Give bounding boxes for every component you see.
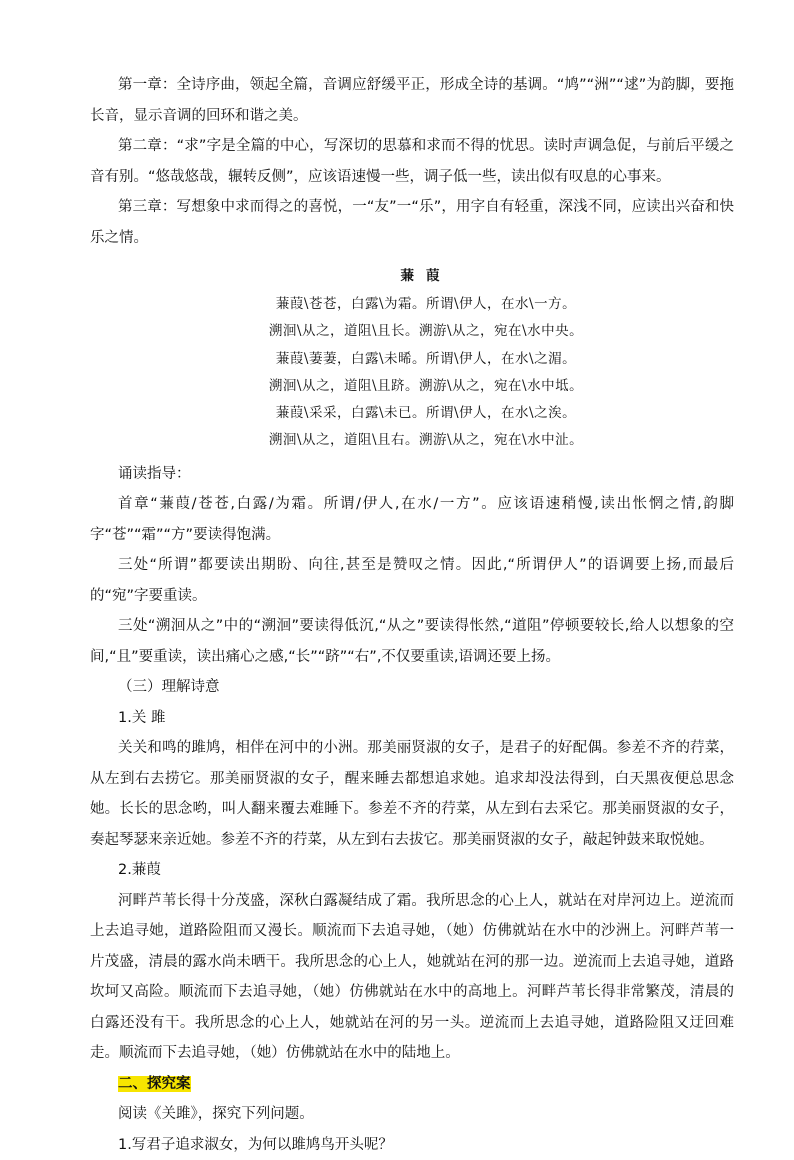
- section-heading-explore: [118, 1069, 734, 1100]
- poem-line: 蒹葭\苍苍，白露\为霜。所谓\伊人，在水\一方。: [275, 296, 577, 312]
- poem-line: 蒹葭\萋萋，白露\未晞。所谓\伊人，在水\之湄。: [275, 350, 577, 367]
- intro-chapter-1: 第一章：全诗序曲，领起全篇，音调应舒缓平正，形成全诗的基调。“鸠”“洲”“逑”为韵脚，要拖长音，显示音调的回环和谐之美。: [90, 77, 734, 124]
- explore-heading-highlight: 二、探究案: [118, 1075, 191, 1092]
- guide-paragraph-1: 首章“蒹葭/苍苍,白露/为霜。所谓/伊人,在水/一方”。应该语速稍慢,读出怅惘之情,韵脚字“苍”“霜”“方”要读得饱满。: [90, 496, 734, 543]
- jianjia-translation: 河畔芦苇长得十分茂盛，深秋白露凝结成了霜。我所思念的心上人，就站在对岸河边上。逆流而上去追寻她，道路险阻而又漫长。顺流而下去追寻她，（她）仿佛就站在水中的沙洲上。河畔芦苇一片茂盛，清晨的露水尚未晒干。我所思念的心上人，她就站在河的那一边。逆流而上去追寻她，道路坎坷又高险。顺流而下去追寻她，（她）仿佛就站在水中的高地上。河畔芦苇长得非常繁茂，清晨的白露还没有干。我所思念的心上人，她就站在河的另一头。逆流而上去追寻她，道路险阻又迂回难走。顺流而下去追寻她，（她）仿佛就站在水中的陆地上。: [90, 892, 734, 1062]
- explore-question-1: 1.写君子追求淑女，为何以雎鸠鸟开头呢？: [118, 1136, 393, 1153]
- guanju-translation: 关关和鸣的雎鸠，相伴在河中的小洲。那美丽贤淑的女子，是君子的好配偶。参差不齐的荇菜，从左到右去捞它。那美丽贤淑的女子，醒来睡去都想追求她。追求却没法得到，白天黑夜便总思念她。长长的思念哟，叫人翻来覆去难睡下。参差不齐的荇菜，从左到右去采它。那美丽贤淑的女子，奏起琴瑟来亲近她。参差不齐的荇菜，从左到右去拔它。那美丽贤淑的女子，敲起钟鼓来取悦她。: [90, 740, 734, 848]
- poem-line: 溯洄\从之，道阻\且跻。溯游\从之，宛在\水中坻。: [268, 377, 584, 394]
- poem-line: 蒹葭\采采，白露\未已。所谓\伊人，在水\之涘。: [275, 405, 577, 422]
- intro-chapter-2: 第二章：“求”字是全篇的中心，写深切的思慕和求而不得的忧思。读时声调急促，与前后平缓之音有别。“悠哉悠哉，辗转反侧”，应该语速慢一些，调子低一些，读出似有叹息的心事来。: [90, 138, 734, 185]
- explore-intro: 阅读《关雎》，探究下列问题。: [118, 1106, 314, 1123]
- section-heading-understanding: （三）理解诗意: [118, 679, 220, 696]
- poem-line: 溯洄\从之，道阻\且右。溯游\从之，宛在\水中沚。: [268, 432, 584, 449]
- guide-paragraph-3: 三处“溯洄从之”中的“溯洄”要读得低沉,“从之”要读得怅然,“道阻”停顿要较长,给人以想象的空间,“且”要重读，读出痛心之感,“长”“跻”“右”,不仅要重读,语调还要上扬。: [90, 618, 734, 665]
- guide-heading: 诵读指导：: [118, 465, 191, 482]
- guide-paragraph-2: 三处“所谓”都要读出期盼、向往,甚至是赞叹之情。因此,“所谓伊人”的语调要上扬,而最后的“宛”字要重读。: [90, 557, 734, 604]
- intro-chapter-3: 第三章：写想象中求而得之的喜悦，一“友”一“乐”，用字自有轻重，深浅不同，应读出兴奋和快乐之情。: [90, 199, 734, 246]
- poem-line: 溯洄\从之，道阻\且长。溯游\从之，宛在\水中央。: [268, 323, 584, 340]
- subheading-guanju: 1.关 雎: [118, 709, 166, 726]
- poem-title: 蒹葭: [400, 268, 452, 284]
- poem-block: [118, 261, 734, 455]
- subheading-jianjia: 2.蒹葭: [118, 862, 161, 879]
